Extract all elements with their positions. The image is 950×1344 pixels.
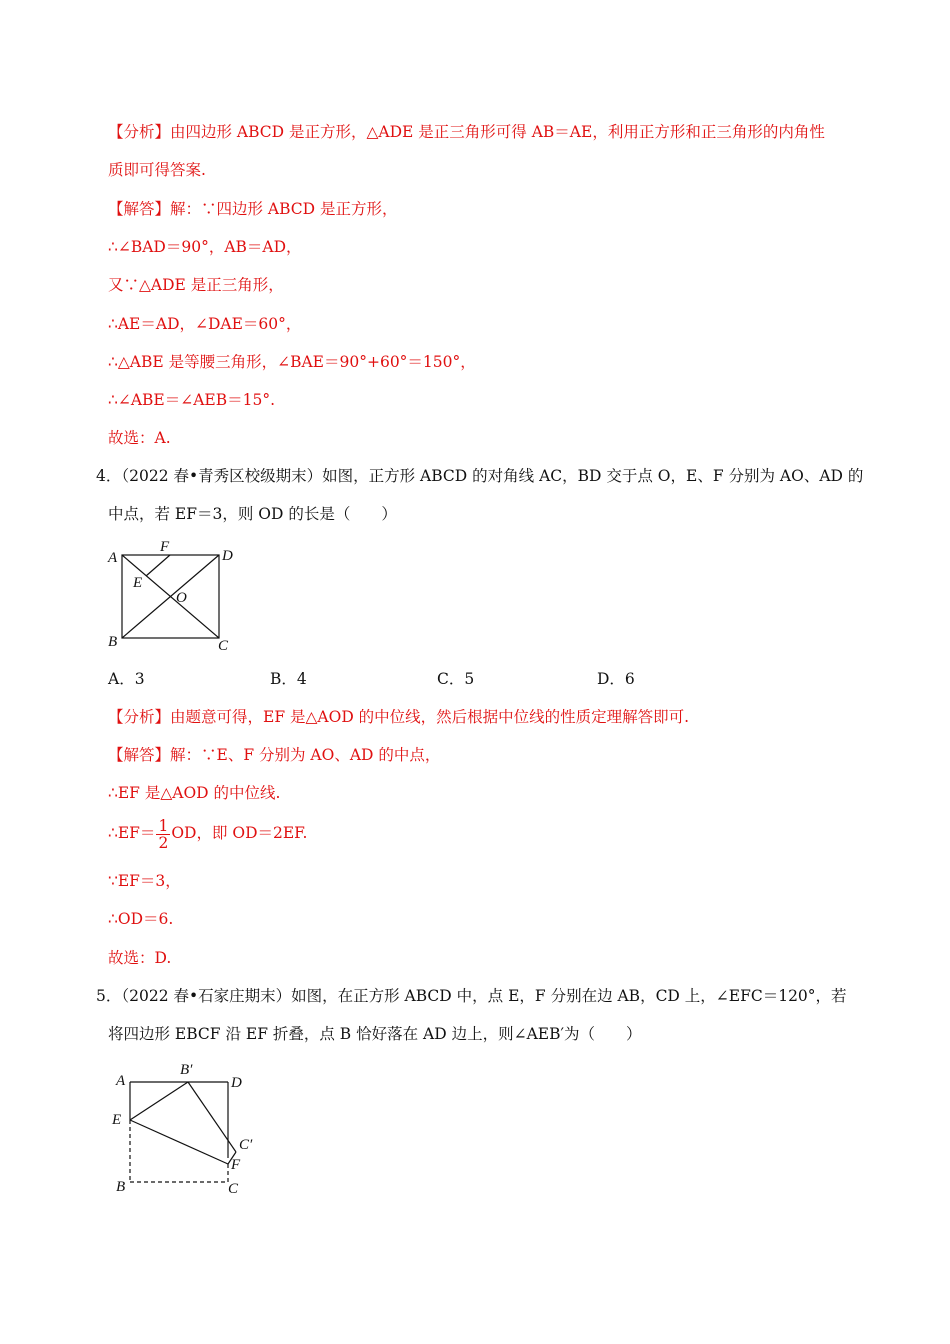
q5-label-f: F <box>231 1157 241 1173</box>
q5-label-e: E <box>112 1112 122 1128</box>
q4-fraction-half <box>156 818 170 851</box>
q3-analysis-line1: 【分析】由四边形 ABCD 是正方形，△ADE 是正三角形可得 AB＝AE，利用正方形和正三角形的内角性 <box>108 123 825 141</box>
q4-label-c: C <box>218 638 229 654</box>
q4-analysis: 【分析】由题意可得，EF 是△AOD 的中位线，然后根据中位线的性质定理解答即可. <box>108 708 690 726</box>
q4-label-a: A <box>108 550 118 566</box>
q4-option-d[interactable]: D．6 <box>597 670 635 688</box>
q5-stem-line2: 将四边形 EBCF 沿 EF 折叠，点 B 恰好落在 AD 边上，则∠AEB′为（ ） <box>108 1025 642 1043</box>
q4-label-o: O <box>176 590 187 606</box>
q4-fraction-denominator: 2 <box>158 833 169 852</box>
q3-analysis-line2: 质即可得答案. <box>108 161 206 179</box>
q5-label-d: D <box>231 1075 242 1091</box>
q4-segment-ef <box>146 555 170 576</box>
q4-label-e: E <box>133 575 143 591</box>
q4-step3-prefix: ∴EF＝ <box>108 824 156 842</box>
q4-option-b[interactable]: B．4 <box>270 670 307 688</box>
q4-solution-step4: ∵EF＝3， <box>108 872 181 890</box>
q5-stem-line1: 5．（2022 春•石家庄期末）如图，在正方形 ABCD 中，点 E，F 分别在边 AB，CD 上，∠EFC＝120°，若 <box>96 987 847 1005</box>
q5-edge-eb-prime <box>130 1082 188 1120</box>
q3-solution-step2: ∴∠BAD＝90°，AB＝AD， <box>108 238 302 256</box>
q4-option-a[interactable]: A．3 <box>108 670 145 688</box>
q5-label-c: C <box>228 1181 239 1197</box>
q4-solution-step1: 【解答】解：∵E、F 分别为 AO、AD 的中点， <box>108 746 441 764</box>
q5-label-b-prime: B′ <box>180 1062 193 1078</box>
q5-edge-b-prime-c-prime <box>188 1082 236 1152</box>
q4-label-f: F <box>160 539 170 555</box>
q3-solution-step3: 又∵△ADE 是正三角形， <box>108 276 284 294</box>
q5-label-a: A <box>116 1073 126 1089</box>
q4-label-b: B <box>108 634 118 650</box>
q3-solution-step6: ∴∠ABE＝∠AEB＝15°. <box>108 391 276 409</box>
q4-option-c[interactable]: C．5 <box>437 670 475 688</box>
q5-fold-line-ef <box>130 1120 228 1164</box>
q5-figure-folded-square <box>100 1056 270 1206</box>
q3-solution-step5: ∴△ABE 是等腰三角形，∠BAE＝90°+60°＝150°， <box>108 353 476 371</box>
q4-solution-step2: ∴EF 是△AOD 的中位线. <box>108 784 281 802</box>
q4-solution-step3 <box>108 816 307 851</box>
q4-solution-step5: ∴OD＝6. <box>108 910 174 928</box>
q4-stem-line1: 4．（2022 春•青秀区校级期末）如图，正方形 ABCD 的对角线 AC，BD 交于点 O，E、F 分别为 AO、AD 的 <box>96 467 864 485</box>
q3-solution-step1: 【解答】解：∵四边形 ABCD 是正方形， <box>108 200 398 218</box>
q4-fraction-numerator: 1 <box>158 816 169 835</box>
q4-label-d: D <box>222 548 233 564</box>
q4-stem-line2: 中点，若 EF＝3，则 OD 的长是（ ） <box>108 505 397 523</box>
q3-solution-step4: ∴AE＝AD，∠DAE＝60°， <box>108 315 302 333</box>
q4-step3-suffix: OD，即 OD＝2EF. <box>171 824 308 842</box>
q5-label-c-prime: C′ <box>239 1137 253 1153</box>
q3-answer: 故选：A. <box>108 429 171 447</box>
q5-label-b: B <box>116 1179 126 1195</box>
q4-answer: 故选：D. <box>108 949 172 967</box>
q4-figure-square-diagonals <box>100 538 240 658</box>
